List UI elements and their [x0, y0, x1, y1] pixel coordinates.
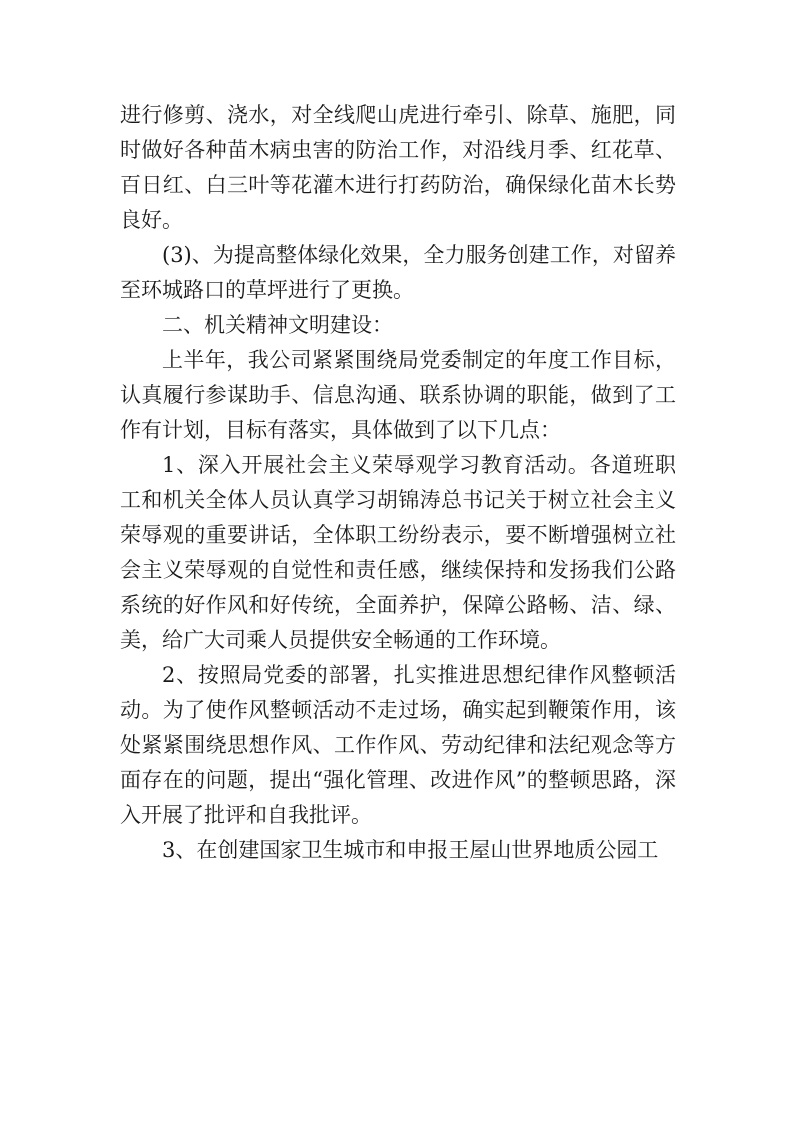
- paragraph-lawn-replacement: (3)、为提高整体绿化效果，全力服务创建工作，对留养至环城路口的草坪进行了更换。: [120, 243, 676, 302]
- paragraph-first-half-year: 上半年，我公司紧紧围绕局党委制定的年度工作目标，认真履行参谋助手、信息沟通、联系协调的职能，做到了工作有计划，目标有落实，具体做到了以下几点：: [120, 348, 676, 442]
- document-body: [120, 98, 676, 868]
- paragraph-item-2: 2、按照局党委的部署，扎实推进思想纪律作风整顿活动。为了使作风整顿活动不走过场，确实起到鞭策作用，该处紧紧围绕思想作风、工作作风、劳动纪律和法纪观念等方面存在的问题，提出“强化管理、改进作风”的整顿思路，深入开展了批评和自我批评。: [120, 663, 676, 827]
- paragraph-item-3: 3、在创建国家卫生城市和申报王屋山世界地质公园工: [162, 838, 659, 862]
- paragraph-greening-maintenance: 进行修剪、浇水，对全线爬山虎进行牵引、除草、施肥，同时做好各种苗木病虫害的防治工作，对沿线月季、红花草、百日红、白三叶等花灌木进行打药防治，确保绿化苗木长势良好。: [120, 103, 676, 232]
- paragraph-item-1: 1、深入开展社会主义荣辱观学习教育活动。各道班职工和机关全体人员认真学习胡锦涛总书记关于树立社会主义荣辱观的重要讲话，全体职工纷纷表示，要不断增强树立社会主义荣辱观的自觉性和责任感，继续保持和发扬我们公路系统的好作风和好传统，全面养护，保障公路畅、洁、绿、美，给广大司乘人员提供安全畅通的工作环境。: [120, 453, 676, 652]
- section-heading-spiritual-civilization: 二、机关精神文明建设：: [162, 313, 393, 337]
